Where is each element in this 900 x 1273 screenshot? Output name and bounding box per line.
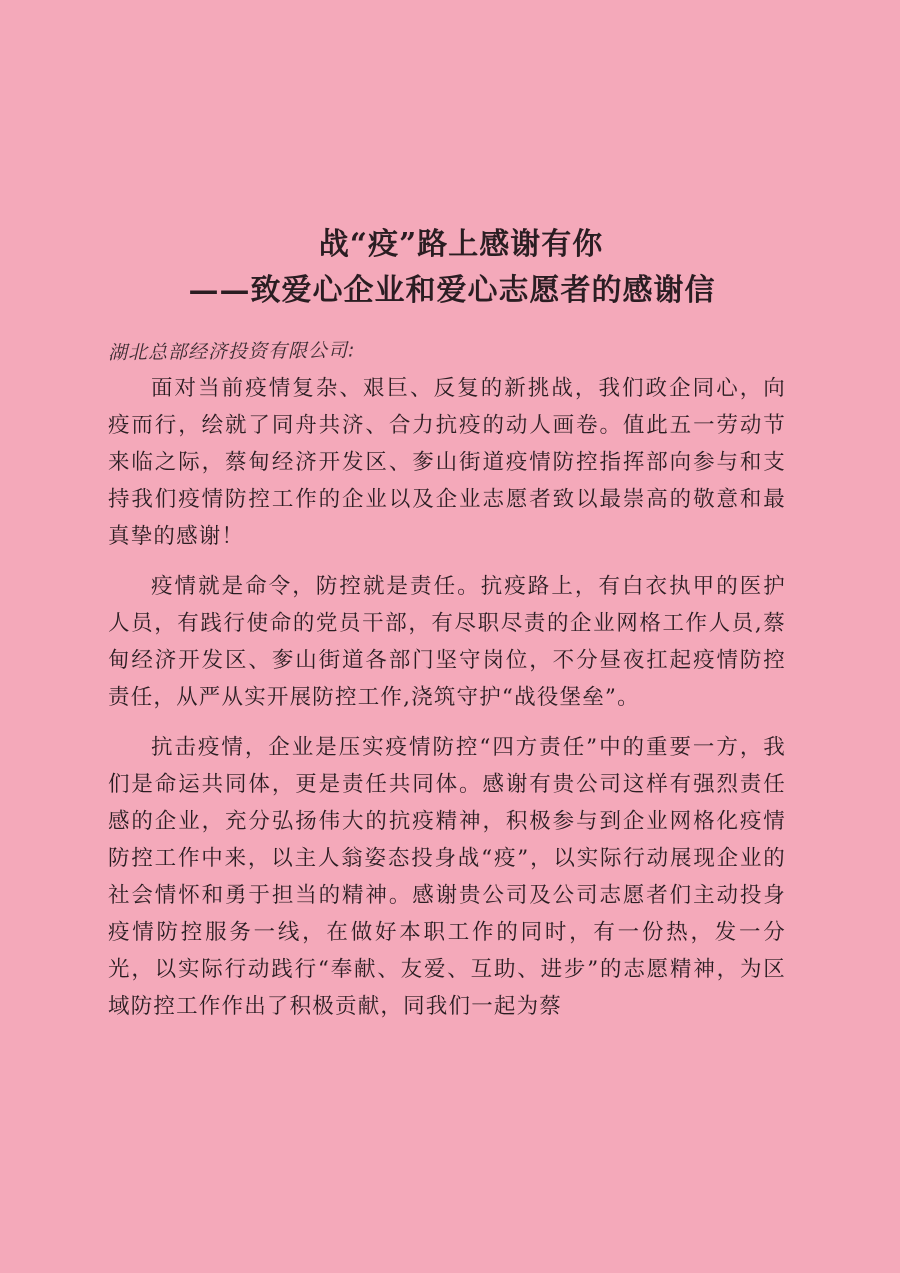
letter-body xyxy=(108,370,786,1025)
paragraph-2: 疫情就是命令，防控就是责任。抗疫路上，有白衣执甲的医护人员，有践行使命的党员干部，有尽职尽责的企业网格工作人员,蔡甸经济开发区、奓山街道各部门坚守岗位，不分昼夜扛起疫情防控责任，从严从实开展防控工作,浇筑守护“战役堡垒”。 xyxy=(108,574,786,710)
paragraph-1: 面对当前疫情复杂、艰巨、反复的新挑战，我们政企同心，向疫而行，绘就了同舟共济、合力抗疫的动人画卷。值此五一劳动节来临之际，蔡甸经济开发区、奓山街道疫情防控指挥部向参与和支持我们疫情防控工作的企业以及企业志愿者致以最崇高的敬意和最真挚的感谢！ xyxy=(108,376,786,549)
paragraph-3: 抗击疫情，企业是压实疫情防控“四方责任”中的重要一方，我们是命运共同体，更是责任共同体。感谢有贵公司这样有强烈责任感的企业，充分弘扬伟大的抗疫精神，积极参与到企业网格化疫情防控工作中来，以主人翁姿态投身战“疫”，以实际行动展现企业的社会情怀和勇于担当的精神。感谢贵公司及公司志愿者们主动投身疫情防控服务一线，在做好本职工作的同时，有一份热，发一分光，以实际行动践行“奉献、友爱、互助、进步”的志愿精神，为区域防控工作作出了积极贡献，同我们一起为蔡 xyxy=(108,735,786,1019)
title-line-1: 战“疫”路上感谢有你 xyxy=(318,227,604,262)
title-line-2: ——致爱心企业和爱心志愿者的感谢信 xyxy=(188,273,716,308)
letter-title xyxy=(0,222,900,314)
handwritten-recipient: 湖北总部经济投资有限公司: xyxy=(107,339,356,364)
